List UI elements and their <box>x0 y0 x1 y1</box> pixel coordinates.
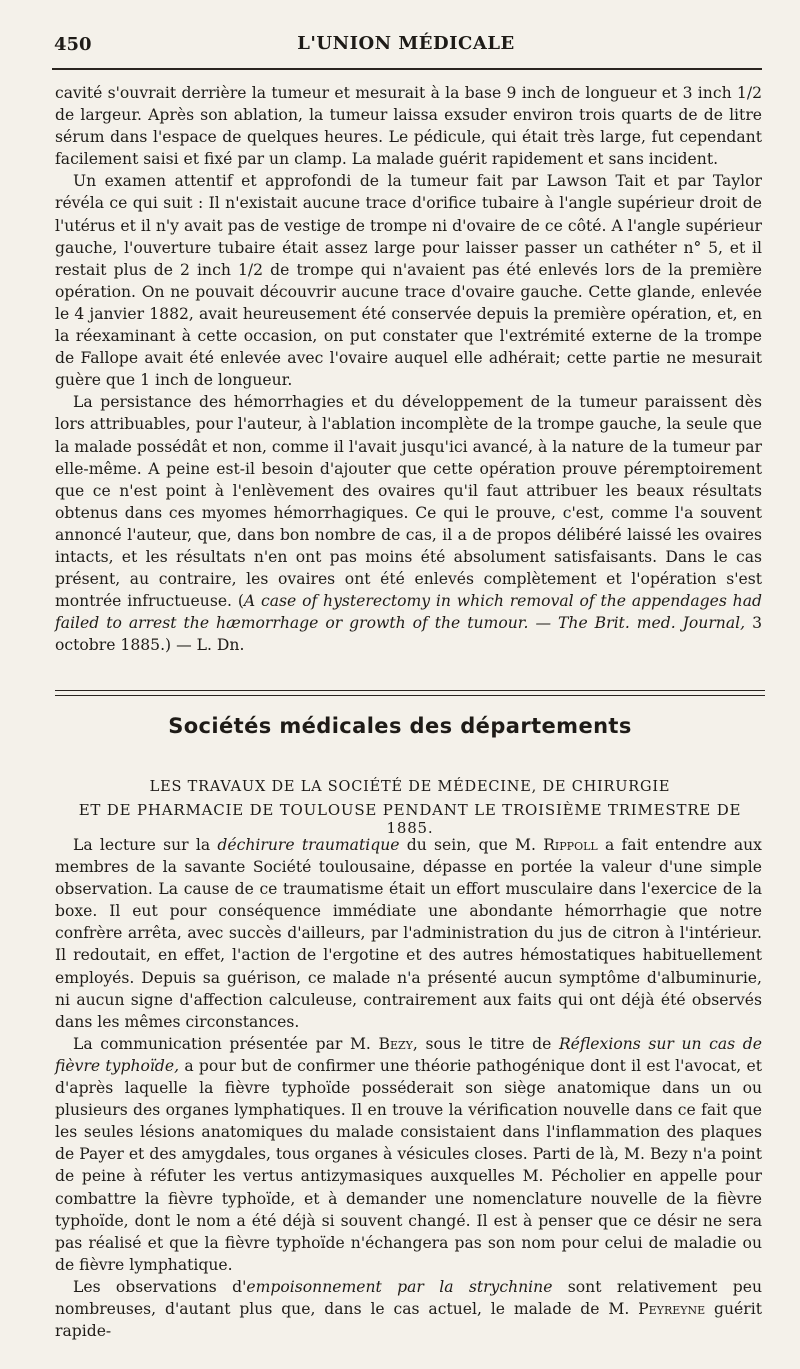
paragraph <box>55 1033 762 1276</box>
paragraph-text: La communication présentée par M. <box>73 1034 379 1053</box>
paragraph-text: 3 octobre 1885.) — L. Dn. <box>55 614 762 655</box>
citation: A case of hysterectomy in which removal of the appendages had failed to arrest the hæmorrhage or growth of the tumour. — The Brit. med. Journal, <box>55 592 762 633</box>
paragraph: cavité s'ouvrait derrière la tumeur et mesurait à la base 9 inch de longueur et 3 inch 1/2 de largeur. Après son ablation, la tumeur laissa exsuder environ trois quarts de de litre sérum dans l'espace de quelques heures. Le pédicule, qui était très large, fut cependant facilement saisi et fixé par un clamp. La malade guérit rapidement et sans incident. <box>55 84 762 169</box>
paragraph-text: a fait entendre aux membres de la savante Société toulousaine, dépasse en portée la valeur d'une simple observation. La cause de ce traumatisme était un effort musculaire dans l'exercice de la boxe. Il eut pour conséquence immédiate une abondante hémorrhagie que notre confrère arrêta, avec succès d'ailleurs, par l'administration du jus de citron à l'intérieur. Il redoutait, en effet, l'action de l'ergotine et des autres hémostatiques habituellement employés. Depuis sa guérison, ce malade n'a présenté aucun symptôme d'albuminurie, ni aucun signe d'affection calculeuse, contrairement aux faits qui ont déjà été observés dans les mêmes circonstances. <box>55 836 762 1031</box>
section-title: Sociétés médicales des départements <box>168 714 632 738</box>
running-title: L'UNION MÉDICALE <box>297 33 515 54</box>
section-divider <box>55 690 765 691</box>
section-body <box>55 834 762 1342</box>
paragraph-text: du sein, que M. <box>399 836 544 854</box>
author-name: Peyreyne <box>638 1299 706 1318</box>
paragraph-text: La persistance des hémorrhagies et du développement de la tumeur paraissent dès lors attribuables, pour l'auteur, à l'ablation incomplète de la trompe gauche, la seule que la malade possédât et non, comme il l'avait jusqu'ici avancé, à la nature de la tumeur par elle-même. A peine est-il besoin d'ajouter que cette opération prouve péremptoirement que ce n'est point à l'enlèvement des ovaires qu'il faut attribuer les beaux résultats obtenus dans ces myomes hémorrhagiques. Ce qui le prouve, c'est, comme l'a souvent annoncé l'auteur, que, dans bon nombre de cas, il a de propos délibéré laissé les ovaires intacts, et les résultats n'en ont pas moins été absolument satisfaisants. Dans le cas présent, au contraire, les ovaires ont été enlevés complètement et l'opération s'est montrée infructueuse. ( <box>55 393 762 611</box>
paragraph: Un examen attentif et approfondi de la tumeur fait par Lawson Tait et par Taylor révéla ce qui suit : Il n'existait aucune trace d'orifice tubaire à l'angle supérieur droit de l'utérus et il n'y avait pas de vestige de trompe ni d'ovaire de ce côté. A l'angle supérieur gauche, l'ouverture tubaire était assez large pour laisser passer un cathéter n° 5, et il restait plus de 2 inch 1/2 de trompe qui n'avaient pas été enlevés lors de la première opération. On ne pouvait découvrir aucune trace d'ovaire gauche. Cette glande, enlevée le 4 janvier 1882, avait heureusement été conservée depuis la première opération, et, en la réexaminant à cette occasion, on put constater que l'extrémité externe de la trompe de Fallope avait été enlevée avec l'ovaire auquel elle adhérait; cette partie ne mesurait guère que 1 inch de longueur. <box>55 172 762 390</box>
header-rule <box>52 68 762 70</box>
paragraph-text: La lecture sur la <box>73 836 218 854</box>
page-number: 450 <box>54 34 92 55</box>
paragraph <box>55 1276 762 1342</box>
italic-term: déchirure traumatique <box>217 836 400 854</box>
paragraph <box>55 834 762 1033</box>
italic-term: empoisonnement par la strychnine <box>246 1277 553 1296</box>
paragraph-text: , sous le titre de <box>412 1034 559 1053</box>
section-subheading: LES TRAVAUX DE LA SOCIÉTÉ DE MÉDECINE, DE CHIRURGIE <box>149 779 671 795</box>
paragraph-text: a pour but de confirmer une théorie pathogénique dont il est l'avocat, et d'après laquelle la fièvre typhoïde posséderait son siège anatomique dans un ou plusieurs des organes lymphatiques. Il en trouve la vérification nouvelle dans ce fait que les seules lésions anatomiques du malade consistaient dans l'inflammation des plaques de Payer et des amygdales, tous organes à vésicules closes. Parti de là, M. Bezy n'a point de peine à réfuter les vertus antizymasiques auxquelles M. Pécholier en appelle pour combattre la fièvre typhoïde, et à demander une nomenclature nouvelle de la fièvre typhoïde, dont le nom a été déjà si souvent changé. Il est à penser que ce désir ne sera pas réalisé et que la fièvre typhoïde n'échangera pas son nom pour celui de maladie ou de fièvre lymphatique. <box>55 1056 762 1274</box>
section-divider <box>55 695 765 696</box>
section-subheading: ET DE PHARMACIE DE TOULOUSE PENDANT LE TROISIÈME TRIMESTRE DE 1885. <box>78 801 742 837</box>
paragraph-text: sont relativement peu nombreuses, d'autant plus que, dans le cas actuel, le malade de M. <box>55 1277 762 1318</box>
page-header <box>52 30 760 60</box>
author-name: Rippoll <box>543 836 598 854</box>
author-name: Bezy <box>378 1034 413 1053</box>
italic-term: Réflexions sur un cas de fièvre typhoïde, <box>55 1034 762 1075</box>
paragraph-text: guérit rapide- <box>55 1299 762 1341</box>
article-body <box>55 82 762 656</box>
paragraph-text: Les observations d' <box>73 1277 247 1296</box>
paragraph <box>55 391 762 656</box>
